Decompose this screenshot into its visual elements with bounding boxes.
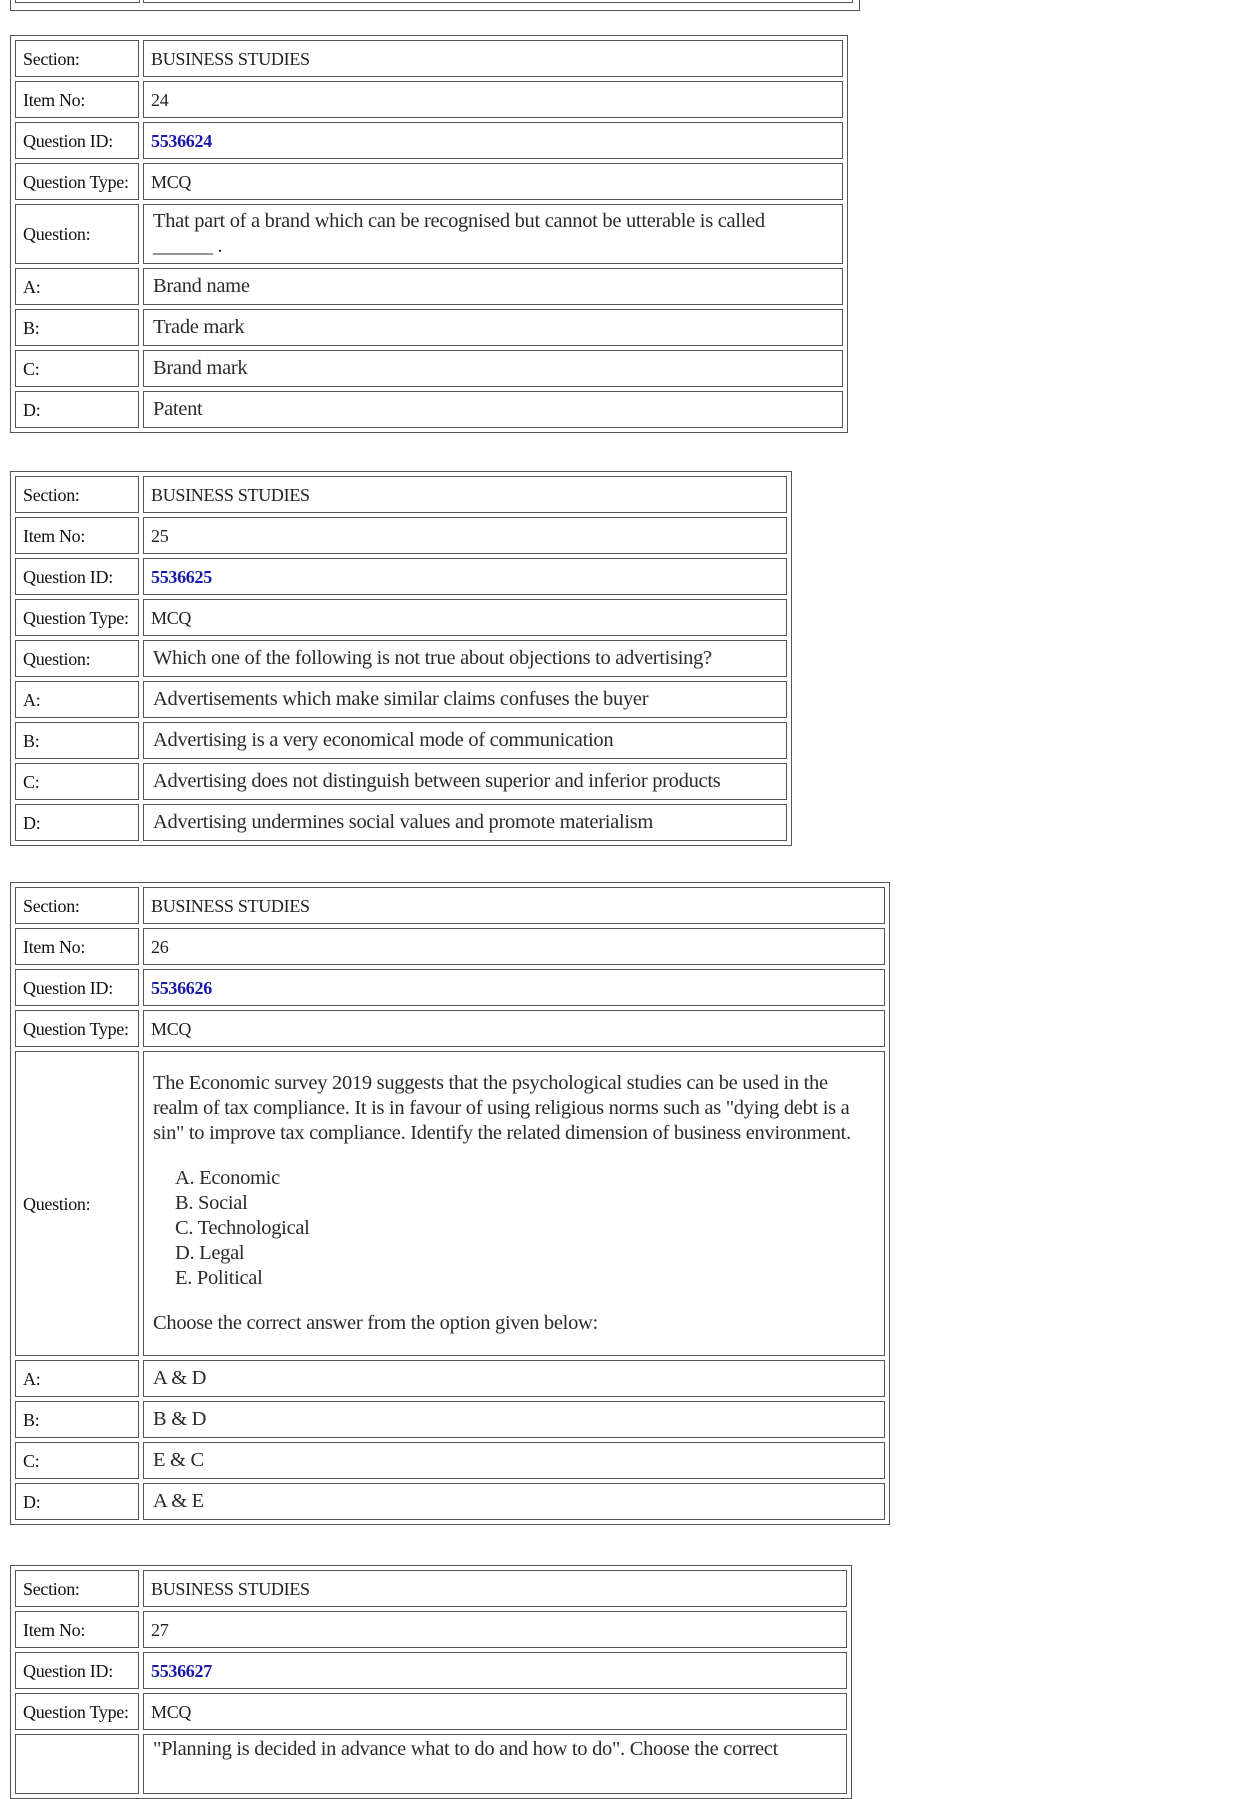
option-b-text: Trade mark: [143, 309, 843, 346]
option-d-text: A & E: [143, 1483, 885, 1520]
item-no-value: 27: [143, 1611, 847, 1648]
question-choice-list: [175, 1166, 877, 1291]
option-b-text: Advertising is a very economical mode of communication: [143, 722, 787, 759]
section-value: BUSINESS STUDIES: [143, 1570, 847, 1607]
question-label: Question:: [15, 204, 139, 264]
question-blank: ______ .: [153, 235, 223, 257]
question-label: Question:: [15, 640, 139, 677]
option-b-label: B:: [15, 722, 139, 759]
previous-label-cell: [15, 0, 140, 3]
question-label: Question:: [15, 1051, 139, 1356]
option-a-text: A & D: [143, 1360, 885, 1397]
section-value: BUSINESS STUDIES: [143, 887, 885, 924]
section-label: Section:: [15, 887, 139, 924]
list-item: B. Social: [175, 1192, 248, 1214]
question-text: Which one of the following is not true about objections to advertising?: [143, 640, 787, 677]
option-c-label: C:: [15, 350, 139, 387]
question-footer: Choose the correct answer from the option given below:: [153, 1312, 598, 1334]
option-d-label: D:: [15, 1483, 139, 1520]
list-item: D. Legal: [175, 1242, 245, 1264]
item-no-label: Item No:: [15, 1611, 139, 1648]
question-id-label: Question ID:: [15, 1652, 139, 1689]
option-b-text: B & D: [143, 1401, 885, 1438]
option-a-label: A:: [15, 268, 139, 305]
option-b-label: B:: [15, 309, 139, 346]
question-card-27: [10, 1565, 852, 1799]
section-label: Section:: [15, 476, 139, 513]
question-id-value: 5536627: [143, 1652, 847, 1689]
question-type-label: Question Type:: [15, 599, 139, 636]
option-a-label: A:: [15, 681, 139, 718]
question-id-value: 5536625: [143, 558, 787, 595]
section-value: BUSINESS STUDIES: [143, 40, 843, 77]
question-label: [15, 1734, 139, 1794]
question-text-cell: [143, 1051, 885, 1356]
option-a-label: A:: [15, 1360, 139, 1397]
question-id-label: Question ID:: [15, 969, 139, 1006]
question-id-label: Question ID:: [15, 558, 139, 595]
item-no-value: 25: [143, 517, 787, 554]
section-value: BUSINESS STUDIES: [143, 476, 787, 513]
question-type-value: MCQ: [143, 1010, 885, 1047]
option-c-label: C:: [15, 1442, 139, 1479]
option-b-label: B:: [15, 1401, 139, 1438]
question-card-26: [10, 882, 890, 1525]
question-type-label: Question Type:: [15, 1010, 139, 1047]
question-type-value: MCQ: [143, 1693, 847, 1730]
list-item: A. Economic: [175, 1167, 280, 1189]
option-c-text: Advertising does not distinguish between superior and inferior products: [143, 763, 787, 800]
previous-question-frame: [10, 0, 860, 11]
item-no-label: Item No:: [15, 928, 139, 965]
section-label: Section:: [15, 1570, 139, 1607]
option-c-text: Brand mark: [143, 350, 843, 387]
list-item: C. Technological: [175, 1217, 310, 1239]
question-text: The Economic survey 2019 suggests that the psychological studies can be used in the realm of tax compliance. It is in favour of using religious norms such as "dying debt is a sin" to improve tax compliance. Identify the related dimension of business environment.: [153, 1072, 851, 1144]
option-a-text: Brand name: [143, 268, 843, 305]
option-d-label: D:: [15, 391, 139, 428]
option-c-label: C:: [15, 763, 139, 800]
item-no-label: Item No:: [15, 517, 139, 554]
question-card-24: [10, 35, 848, 433]
option-d-label: D:: [15, 804, 139, 841]
item-no-value: 26: [143, 928, 885, 965]
item-no-value: 24: [143, 81, 843, 118]
question-type-value: MCQ: [143, 163, 843, 200]
question-type-label: Question Type:: [15, 1693, 139, 1730]
question-type-label: Question Type:: [15, 163, 139, 200]
question-text: That part of a brand which can be recognised but cannot be utterable is called: [153, 210, 765, 232]
question-id-label: Question ID:: [15, 122, 139, 159]
question-type-value: MCQ: [143, 599, 787, 636]
option-c-text: E & C: [143, 1442, 885, 1479]
question-id-value: 5536624: [143, 122, 843, 159]
option-d-text: Patent: [143, 391, 843, 428]
question-id-value: 5536626: [143, 969, 885, 1006]
option-a-text: Advertisements which make similar claims confuses the buyer: [143, 681, 787, 718]
question-text-cell: [143, 204, 843, 264]
option-d-text: Advertising undermines social values and promote materialism: [143, 804, 787, 841]
previous-value-cell: [143, 0, 853, 3]
list-item: E. Political: [175, 1267, 263, 1289]
item-no-label: Item No:: [15, 81, 139, 118]
section-label: Section:: [15, 40, 139, 77]
question-text: "Planning is decided in advance what to do and how to do". Choose the correct: [143, 1734, 847, 1794]
question-card-25: [10, 471, 792, 846]
